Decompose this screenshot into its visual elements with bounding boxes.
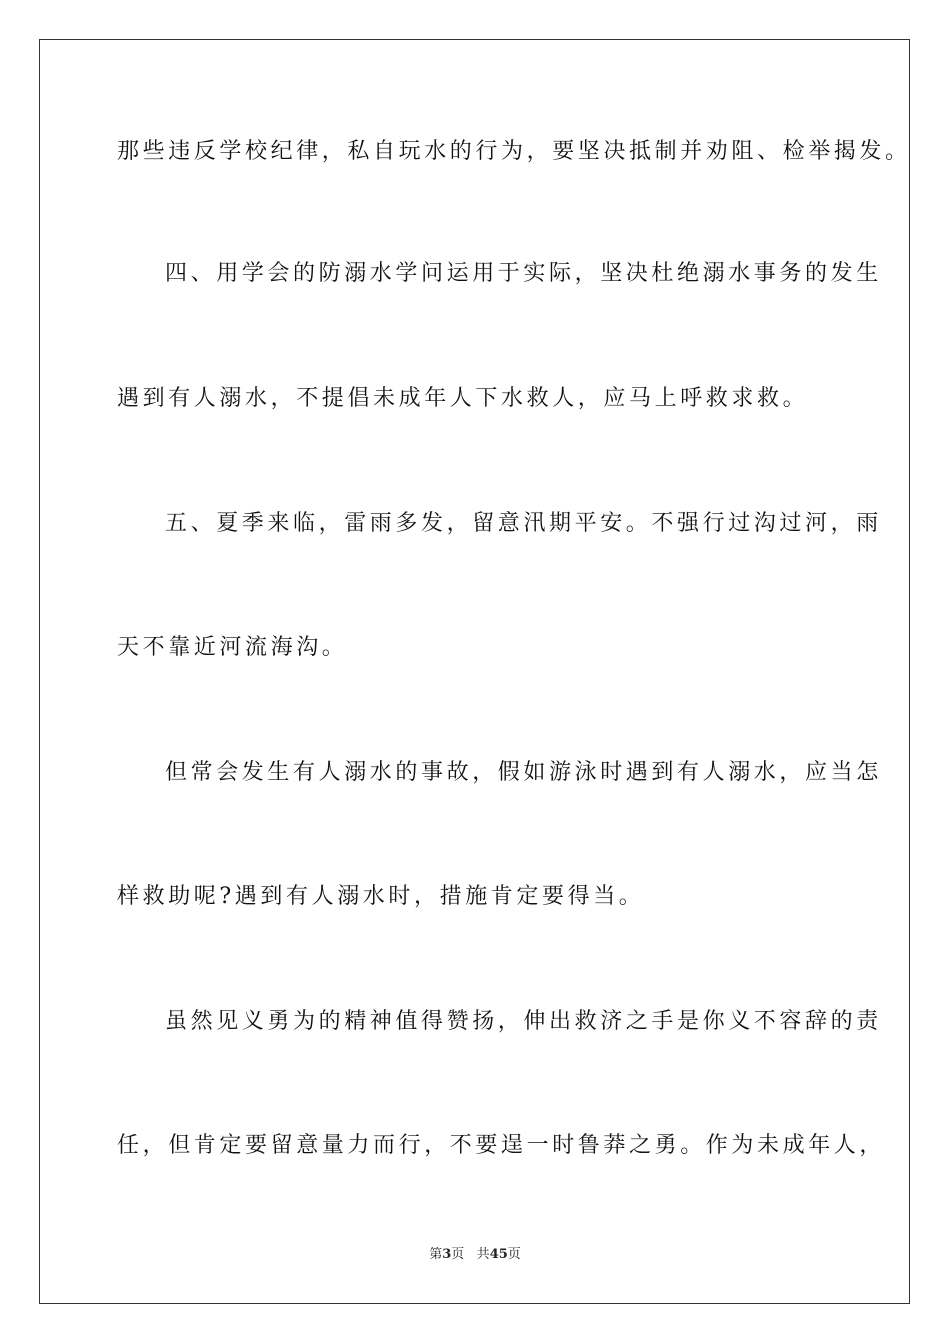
body-line-8: 虽然见义勇为的精神值得赞扬，伸出救济之手是你义不容辞的责: [165, 1009, 882, 1034]
total-suffix: 页: [507, 1247, 521, 1262]
current-page-number: 3: [442, 1247, 452, 1262]
body-line-5: 天不靠近河流海沟。: [117, 635, 348, 660]
page-footer: [0, 1246, 950, 1264]
total-pages-number: 45: [489, 1247, 508, 1262]
body-line-6: 但常会发生有人溺水的事故，假如游泳时遇到有人溺水，应当怎: [165, 760, 882, 785]
total-prefix: 共: [476, 1247, 490, 1262]
body-line-4: 五、夏季来临，雷雨多发，留意汛期平安。不强行过沟过河，雨: [165, 511, 882, 536]
page-border: [39, 39, 910, 1304]
body-line-7: 样救助呢?遇到有人溺水时，措施肯定要得当。: [117, 884, 645, 909]
body-line-1: 那些违反学校纪律，私自玩水的行为，要坚决抵制并劝阻、检举揭发。: [117, 139, 911, 164]
body-line-9: 任，但肯定要留意量力而行，不要逞一时鲁莽之勇。作为未成年人，: [117, 1133, 886, 1158]
page-suffix: 页: [451, 1247, 465, 1262]
page-prefix: 第: [429, 1247, 443, 1262]
body-line-3: 遇到有人溺水，不提倡未成年人下水救人，应马上呼救求救。: [117, 386, 809, 411]
body-line-2: 四、用学会的防溺水学问运用于实际，坚决杜绝溺水事务的发生: [165, 261, 882, 286]
